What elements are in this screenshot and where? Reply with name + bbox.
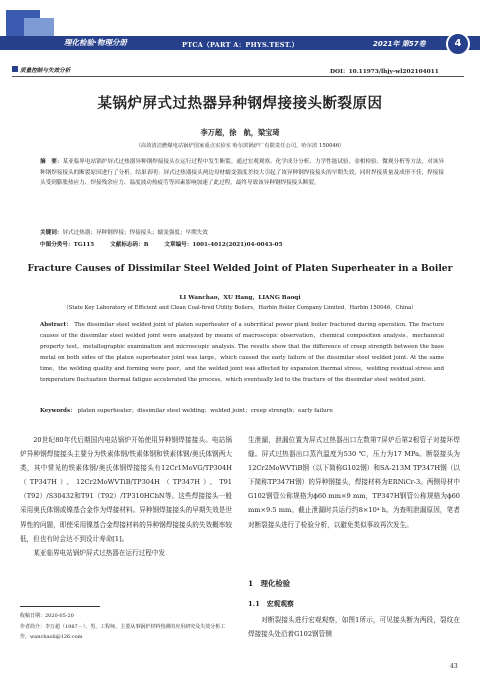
document-code: 文献标志码：B [110, 242, 149, 248]
abstract-en-label: Abstract： [40, 322, 73, 328]
body-paragraph: 20世纪80年代后期国内电站锅炉开始使用异种钢焊接接头。电站锅炉异种钢焊接接头主要分为铁素体钢/铁素体钢和铁素体钢/奥氏体钢两大类，其中常见的铁素体钢/奥氏体钢焊接接头有12Cr1MoVG/TP304H（TP347H）、12Cr2MoWVTiB/TP304H（TP347H）、T91（T92）/S30432和T91（T92）/TP310HCbN等。这些焊接接头一般采用奥氏体钢或镍基合金作为焊接材料。异种钢焊接接头的早期失效是世界性的问题，即使采用镍基合金焊接材料的异种钢焊接接头的失效概率较低，但也有时会达不到设计寿命[1]。 [20, 436, 232, 543]
keywords-en-label: Keywords： [40, 408, 76, 414]
title-en: Fracture Causes of Dissimilar Steel Welded Joint of Platen Superheater in a Boiler [27, 263, 453, 274]
abstract-cn [40, 157, 444, 189]
abstract-en [40, 320, 444, 385]
abstract-en-text: The dissimilar steel welded joint of platen superheater of a subcritical power plant boiler fractured during operation. The fracture causes of the dissimilar steel welded joint were analyzed by means of macroscopic observation，chemical composition analysis，mechanical property test，metallographic examination and microscopic analysis. The results show that the difference of creep strength between the base metal on both sides of the platen superheater joint was large，which caused the early failure of the dissimilar steel welded joint. At the same time，the welding quality and forming were poor，and the welded joint was affected by expansion thermal stress，welding residual stress and temperature fluctuation thermal fatigue accelerated the process，which eventually led to the fracture of the dissimilar steel welded joint. [40, 322, 444, 383]
journal-logo-text: 理化检验·物理分册 [64, 38, 127, 47]
header-divider [12, 76, 464, 77]
section-tag: 质量控制与失效分析 [20, 68, 71, 74]
body-right-column [248, 433, 460, 532]
doi: DOI：10.11973/lhjy-wl202104011 [330, 69, 439, 75]
body-paragraph: 某亚临界电站锅炉屏式过热器在运行过程中发 [33, 548, 166, 557]
keywords-en [40, 406, 444, 414]
page-number: 43 [450, 663, 458, 670]
footnote [20, 611, 232, 643]
received-date: 收稿日期：2020-05-20 [20, 613, 74, 619]
body-right-column-2 [248, 614, 460, 641]
keywords-cn-text: 屏式过热器；异种钢焊接；焊接接头；蠕变强度；早期失效 [62, 230, 208, 236]
body-left-column [20, 433, 232, 560]
issue-number-badge: 4 [446, 32, 470, 56]
title-cn: 某锅炉屏式过热器异种钢焊接接头断裂原因 [97, 95, 383, 112]
abstract-cn-text: 某亚临界电站锅炉屏式过热器异种钢焊接接头在运行过程中发生断裂。通过宏观观察、化学成分分析、力学性能试验、金相检验、微观分析等方法，对该异种钢焊接接头的断裂原因进行了分析。结果表明：屏式过热器接头两边母材蠕变强度差较大引起了该异种钢焊接接头的早期失效，同时焊接质量及成形不佳，焊接接头受到膨胀热应力、焊接残余应力、温度波动热疲劳等因素影响加速了此过程，最终导致该异种钢焊接接头断裂。 [40, 159, 444, 186]
affiliation-en: （State Key Laboratory of Efficient and Clean Coal-fired Utility Boilers，Harbin Boiler Company Limited，Harbin 150046，China） [63, 305, 417, 311]
keywords-en-text: platen superheater；dissimilar steel welding；welded joint；creep strength；early failure [77, 408, 333, 414]
issue-label: 2021年 第57卷 [373, 40, 426, 48]
section-bullet-icon [12, 66, 18, 72]
footnote-divider [20, 606, 100, 607]
classification-cn [40, 240, 444, 248]
journal-name: PTCA（PART A：PHYS.TEST.） [182, 41, 299, 49]
authors-en: LI Wanchao，XU Hang，LIANG Baoqi [179, 295, 301, 301]
affiliation-cn: （高效清洁燃煤电站锅炉国家重点实验室 哈尔滨锅炉厂有限责任公司，哈尔滨 150046） [135, 143, 345, 149]
subsection-heading: 1.1 宏观观察 [248, 600, 294, 608]
keywords-cn [40, 228, 444, 236]
abstract-cn-label: 摘 要： [40, 159, 63, 165]
authors-cn: 李万超，徐 航，梁宝琦 [200, 128, 280, 137]
body-paragraph: 生泄漏，泄漏位置为屏式过热器出口左数第7屏炉后第2根管子对接环焊缝。屏式过热器出口蒸汽温度为530 ℃，压力为17 MPa。断裂接头为12Cr2MoWVTiB钢（以下简称G102钢）和SA-213M TP347H钢（以下简称TP347H钢）的异种钢接头，焊接材料为ERNiCr-3。两侧母材中G102钢管公称规格为ϕ60 mm×9 mm，TP347H钢管公称规格为ϕ60 mm×9.5 mm。截止泄漏时共运行约8×10⁴ h。为查明泄漏原因，笔者对断裂接头进行了检验分析，以避免类似事故再次发生。 [248, 436, 460, 529]
keywords-cn-label: 关键词： [40, 230, 63, 236]
body-paragraph: 对断裂接头进行宏观观察，如图1所示，可见接头断为两段，裂纹在焊接接头处沿着G102钢管侧 [248, 616, 460, 638]
article-number: 文章编号：1001-4012(2021)04-0043-05 [164, 242, 283, 248]
author-bio: 作者简介：李万超（1987－），男，工程师，主要从事锅炉材料热测的应用研究及失效分析工作，wanchaoli@126.com [20, 623, 226, 640]
clc-number: 中图分类号：TG115 [40, 242, 95, 248]
section-heading: 1 理化检验 [248, 579, 291, 588]
